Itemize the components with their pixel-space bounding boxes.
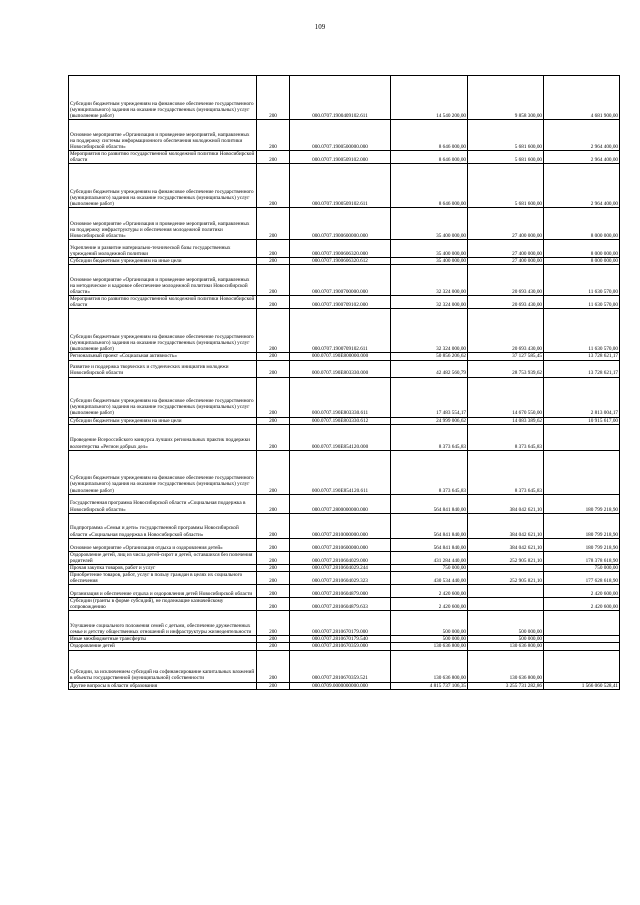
row-code-cell: 000.0709.0000000000.000 <box>290 682 391 689</box>
row-amount-year3-cell <box>544 450 620 494</box>
row-amount-year1-cell: 500 000,00 <box>391 611 468 636</box>
row-amount-year1-cell: 50 856 206,62 <box>391 353 468 360</box>
row-name-cell: Субсидии бюджетным учреждениям на иные цели <box>69 258 257 265</box>
row-amount-year3-cell <box>544 636 620 643</box>
table-row <box>69 571 620 584</box>
row-amount-year3-cell: 8 000 000,00 <box>544 258 620 265</box>
table-row <box>69 151 620 164</box>
row-name-cell: Приобретение товаров, работ, услуг в пользу граждан в целях их социального обеспечения <box>69 571 257 584</box>
row-code-cell: 000.0707.2810604029.000 <box>290 551 391 564</box>
row-amount-year2-cell: 384 042 621,10 <box>468 513 544 538</box>
row-amount-year3-cell: 750 000,00 <box>544 564 620 571</box>
row-grbs-cell: 200 <box>257 258 290 265</box>
table-row <box>69 551 620 564</box>
table-row <box>69 643 620 650</box>
row-name-cell: Основное мероприятие «Организация отдыха и оздоровления детей» <box>69 538 257 551</box>
row-code-cell: 000.0707.1900509102.611 <box>290 164 391 208</box>
row-amount-year1-cell: 32 324 000,00 <box>391 309 468 353</box>
row-code-cell: 000.0707.190E803330.612 <box>290 417 391 424</box>
row-code-cell: 000.0707.2810670359.521 <box>290 650 391 682</box>
row-amount-year1-cell: 35 400 000,00 <box>391 258 468 265</box>
row-name-cell: Мероприятия по развитию государственной молодежной политики Новосибирской области <box>69 151 257 164</box>
row-grbs-cell: 200 <box>257 208 290 240</box>
table-row <box>69 258 620 265</box>
table-row <box>69 585 620 598</box>
row-name-cell: Иные межбюджетные трансферты <box>69 636 257 643</box>
row-name-cell: Другие вопросы в области образования <box>69 682 257 689</box>
table-row <box>69 636 620 643</box>
row-amount-year2-cell: 9 858 300,00 <box>468 76 544 120</box>
row-amount-year3-cell: 8 000 000,00 <box>544 208 620 240</box>
table-row <box>69 208 620 240</box>
row-amount-year3-cell <box>544 424 620 450</box>
row-amount-year2-cell: 27 400 000,00 <box>468 208 544 240</box>
row-amount-year1-cell: 564 841 840,00 <box>391 538 468 551</box>
row-amount-year3-cell: 180 799 218,90 <box>544 538 620 551</box>
row-amount-year1-cell: 2 420 600,00 <box>391 585 468 598</box>
row-grbs-cell: 200 <box>257 494 290 513</box>
row-name-cell: Оздоровление детей, лиц из числа детей-сирот и детей, оставшихся без попечения родителей <box>69 551 257 564</box>
table-row <box>69 377 620 417</box>
row-grbs-cell: 200 <box>257 585 290 598</box>
row-name-cell: Субсидии бюджетным учреждениям на финансовое обеспечение государственного (муниципального) задания на оказание государственных (муниципальных) услуг (выполнение работ) <box>69 450 257 494</box>
row-amount-year2-cell: 20 693 430,00 <box>468 265 544 296</box>
row-name-cell: Государственная программа Новосибирской области «Социальная поддержка в Новосибирской области» <box>69 494 257 513</box>
row-code-cell: 000.0707.2810604029.244 <box>290 564 391 571</box>
row-amount-year3-cell: 180 799 218,90 <box>544 494 620 513</box>
row-amount-year1-cell: 500 000,00 <box>391 636 468 643</box>
row-code-cell: 000.0707.2810604879.000 <box>290 585 391 598</box>
row-amount-year1-cell: 17 483 554,17 <box>391 377 468 417</box>
row-code-cell: 000.0707.190E854120.611 <box>290 450 391 494</box>
table-row <box>69 417 620 424</box>
row-amount-year2-cell: 384 042 621,10 <box>468 494 544 513</box>
row-name-cell: Основное мероприятие «Организация и проведение мероприятий, направленных на поддержку инфраструктуры и обеспечения молодежной политики Новосибирской области» <box>69 208 257 240</box>
row-amount-year2-cell: 5 681 600,00 <box>468 120 544 151</box>
row-amount-year2-cell: 130 636 800,00 <box>468 643 544 650</box>
row-name-cell: Проведение Всероссийского конкурса лучших региональных практик поддержки волонтерства «Регион добрых дел» <box>69 424 257 450</box>
row-amount-year2-cell: 28 753 939,62 <box>468 360 544 377</box>
row-amount-year2-cell: 14 670 550,00 <box>468 377 544 417</box>
table-row <box>69 164 620 208</box>
row-code-cell: 000.0707.1900606320.612 <box>290 258 391 265</box>
row-amount-year2-cell: 20 693 430,00 <box>468 309 544 353</box>
row-amount-year2-cell: 500 000,00 <box>468 611 544 636</box>
row-amount-year2-cell: 8 373 645,83 <box>468 450 544 494</box>
row-grbs-cell: 200 <box>257 265 290 296</box>
table-row <box>69 353 620 360</box>
row-amount-year2-cell: 252 905 821,10 <box>468 571 544 584</box>
row-amount-year3-cell: 13 728 621,17 <box>544 353 620 360</box>
row-amount-year3-cell: 180 799 218,90 <box>544 513 620 538</box>
row-amount-year2-cell: 14 083 389,62 <box>468 417 544 424</box>
row-amount-year1-cell: 130 636 800,00 <box>391 643 468 650</box>
row-name-cell: Укрепление и развитие материально-технической базы государственных учреждений молодежной политики <box>69 240 257 258</box>
row-code-cell: 000.0707.190E800000.000 <box>290 353 391 360</box>
row-amount-year1-cell: 130 636 800,00 <box>391 650 468 682</box>
row-name-cell: Основное мероприятие «Организация и проведение мероприятий, направленных на методическое и кадровое обеспечение молодежной политики Новосибирской области» <box>69 265 257 296</box>
row-amount-year2-cell: 27 400 000,00 <box>468 258 544 265</box>
row-grbs-cell: 200 <box>257 564 290 571</box>
row-amount-year1-cell: 564 841 840,00 <box>391 513 468 538</box>
row-code-cell: 000.0707.2810670179.540 <box>290 636 391 643</box>
row-amount-year1-cell: 430 534 440,00 <box>391 571 468 584</box>
row-amount-year3-cell: 2 420 600,00 <box>544 585 620 598</box>
row-amount-year2-cell: 3 255 731 282,86 <box>468 682 544 689</box>
row-grbs-cell: 200 <box>257 309 290 353</box>
row-amount-year3-cell: 177 628 618,90 <box>544 571 620 584</box>
row-amount-year2-cell: 5 681 600,00 <box>468 164 544 208</box>
row-code-cell: 000.0707.2810670179.000 <box>290 611 391 636</box>
row-name-cell: Прочая закупка товаров, работ и услуг <box>69 564 257 571</box>
row-amount-year3-cell: 1 566 060 528,41 <box>544 682 620 689</box>
row-code-cell: 000.0707.1900700000.000 <box>290 265 391 296</box>
row-amount-year2-cell: 130 636 800,00 <box>468 650 544 682</box>
row-code-cell: 000.0707.2810000000.000 <box>290 513 391 538</box>
table-row <box>69 265 620 296</box>
row-grbs-cell: 200 <box>257 650 290 682</box>
row-name-cell: Субсидии (гранты в форме субсидий), не подлежащие казначейскому сопровождению <box>69 598 257 611</box>
table-row <box>69 598 620 611</box>
row-grbs-cell: 200 <box>257 353 290 360</box>
row-amount-year2-cell: 27 400 000,00 <box>468 240 544 258</box>
row-amount-year1-cell: 8 373 645,83 <box>391 450 468 494</box>
row-amount-year2-cell <box>468 598 544 611</box>
row-code-cell: 000.0707.1900709102.000 <box>290 296 391 309</box>
row-code-cell: 000.0707.2810604879.633 <box>290 598 391 611</box>
row-amount-year3-cell: 13 728 621,17 <box>544 360 620 377</box>
row-amount-year3-cell <box>544 650 620 682</box>
row-amount-year3-cell: 4 681 900,00 <box>544 76 620 120</box>
table-row <box>69 513 620 538</box>
row-amount-year3-cell: 11 630 570,00 <box>544 265 620 296</box>
row-name-cell: Основное мероприятие «Организация и проведение мероприятий, направленных на поддержку системы информационного обеспечения молодежной политики Новосибирской области» <box>69 120 257 151</box>
table-row <box>69 494 620 513</box>
row-grbs-cell: 200 <box>257 164 290 208</box>
row-name-cell: Субсидии бюджетным учреждениям на иные цели <box>69 417 257 424</box>
row-amount-year1-cell: 35 400 000,00 <box>391 240 468 258</box>
row-grbs-cell: 200 <box>257 296 290 309</box>
row-amount-year3-cell: 10 915 617,00 <box>544 417 620 424</box>
row-grbs-cell: 200 <box>257 538 290 551</box>
row-amount-year3-cell <box>544 643 620 650</box>
row-grbs-cell: 200 <box>257 682 290 689</box>
row-code-cell: 000.0707.1900500000.000 <box>290 120 391 151</box>
row-code-cell: 000.0707.2810600000.000 <box>290 538 391 551</box>
page-number: 109 <box>314 23 326 31</box>
row-amount-year1-cell: 431 284 440,00 <box>391 551 468 564</box>
row-name-cell: Субсидии бюджетным учреждениям на финансовое обеспечение государственного (муниципального) задания на оказание государственных (муниципальных) услуг (выполнение работ) <box>69 164 257 208</box>
row-grbs-cell: 200 <box>257 417 290 424</box>
table-row <box>69 538 620 551</box>
row-amount-year3-cell: 178 378 618,90 <box>544 551 620 564</box>
row-grbs-cell: 200 <box>257 151 290 164</box>
row-name-cell: Субсидии бюджетным учреждениям на финансовое обеспечение государственного (муниципального) задания на оказание государственных (муниципальных) услуг (выполнение работ) <box>69 309 257 353</box>
row-amount-year1-cell: 8 646 000,00 <box>391 151 468 164</box>
table-row <box>69 120 620 151</box>
row-amount-year1-cell: 32 324 000,00 <box>391 296 468 309</box>
row-grbs-cell: 200 <box>257 513 290 538</box>
table-row <box>69 76 620 120</box>
table-row <box>69 564 620 571</box>
row-grbs-cell: 200 <box>257 240 290 258</box>
row-grbs-cell: 200 <box>257 120 290 151</box>
row-amount-year1-cell: 2 420 600,00 <box>391 598 468 611</box>
row-name-cell: Организация и обеспечение отдыха и оздоровления детей Новосибирской области <box>69 585 257 598</box>
table-row <box>69 682 620 689</box>
row-grbs-cell: 200 <box>257 636 290 643</box>
table-row <box>69 360 620 377</box>
row-grbs-cell: 200 <box>257 424 290 450</box>
row-amount-year2-cell: 500 000,00 <box>468 636 544 643</box>
row-amount-year2-cell: 5 681 600,00 <box>468 151 544 164</box>
budget-table <box>68 75 620 690</box>
row-amount-year1-cell: 750 000,00 <box>391 564 468 571</box>
row-code-cell: 000.0707.1900509102.000 <box>290 151 391 164</box>
row-amount-year2-cell <box>468 585 544 598</box>
row-amount-year3-cell: 2 813 004,17 <box>544 377 620 417</box>
row-grbs-cell: 200 <box>257 643 290 650</box>
row-amount-year2-cell: 20 693 430,00 <box>468 296 544 309</box>
row-grbs-cell: 200 <box>257 377 290 417</box>
row-amount-year1-cell: 8 646 000,00 <box>391 120 468 151</box>
row-grbs-cell: 200 <box>257 76 290 120</box>
row-code-cell: 000.0707.1900606320.000 <box>290 240 391 258</box>
row-name-cell: Субсидии бюджетным учреждениям на финансовое обеспечение государственного (муниципального) задания на оказание государственных (муниципальных) услуг (выполнение работ) <box>69 377 257 417</box>
table-row <box>69 611 620 636</box>
table-row <box>69 650 620 682</box>
row-amount-year1-cell: 24 999 006,62 <box>391 417 468 424</box>
row-name-cell: Оздоровление детей <box>69 643 257 650</box>
row-amount-year2-cell: 252 905 821,10 <box>468 551 544 564</box>
row-amount-year3-cell: 8 000 000,00 <box>544 240 620 258</box>
row-amount-year1-cell: 8 646 000,00 <box>391 164 468 208</box>
row-amount-year2-cell: 8 373 645,83 <box>468 424 544 450</box>
row-amount-year3-cell: 2 964 400,00 <box>544 164 620 208</box>
row-code-cell: 000.0707.2800000000.000 <box>290 494 391 513</box>
row-amount-year1-cell: 42 482 560,79 <box>391 360 468 377</box>
row-grbs-cell: 200 <box>257 611 290 636</box>
row-amount-year1-cell: 564 841 840,00 <box>391 494 468 513</box>
row-amount-year1-cell: 4 815 737 106,35 <box>391 682 468 689</box>
row-code-cell: 000.0707.1900600000.000 <box>290 208 391 240</box>
row-code-cell: 000.0707.190E854120.000 <box>290 424 391 450</box>
row-code-cell: 000.0707.190E803330.611 <box>290 377 391 417</box>
row-name-cell: Субсидии бюджетным учреждениям на финансовое обеспечение государственного (муниципального) задания на оказание государственных (муниципальных) услуг (выполнение работ) <box>69 76 257 120</box>
table-row <box>69 296 620 309</box>
row-code-cell: 000.0707.1900709102.611 <box>290 309 391 353</box>
row-code-cell: 000.0707.2810670359.000 <box>290 643 391 650</box>
row-amount-year3-cell: 2 420 600,00 <box>544 598 620 611</box>
table-row <box>69 424 620 450</box>
row-code-cell: 000.0707.1900409102.611 <box>290 76 391 120</box>
row-amount-year3-cell: 11 630 570,00 <box>544 309 620 353</box>
row-amount-year2-cell <box>468 564 544 571</box>
row-amount-year3-cell: 2 964 400,00 <box>544 120 620 151</box>
row-code-cell: 000.0707.190E803330.000 <box>290 360 391 377</box>
row-amount-year1-cell: 32 324 000,00 <box>391 265 468 296</box>
row-name-cell: Развитие и поддержка творческих и студенческих инициатив молодежи Новосибирской области <box>69 360 257 377</box>
row-amount-year1-cell: 14 540 200,00 <box>391 76 468 120</box>
row-amount-year3-cell <box>544 611 620 636</box>
row-amount-year2-cell: 37 127 585,45 <box>468 353 544 360</box>
row-grbs-cell: 200 <box>257 450 290 494</box>
row-amount-year3-cell: 2 964 400,00 <box>544 151 620 164</box>
budget-table-body <box>69 76 620 690</box>
row-grbs-cell: 200 <box>257 571 290 584</box>
row-grbs-cell: 200 <box>257 598 290 611</box>
row-name-cell: Региональный проект «Социальная активность» <box>69 353 257 360</box>
row-name-cell: Субсидии, за исключением субсидий на софинансирование капитальных вложений в объекты государственной (муниципальной) собственности <box>69 650 257 682</box>
table-row <box>69 240 620 258</box>
row-amount-year3-cell: 11 630 570,00 <box>544 296 620 309</box>
table-row <box>69 450 620 494</box>
row-amount-year1-cell: 35 400 000,00 <box>391 208 468 240</box>
row-grbs-cell: 200 <box>257 551 290 564</box>
row-grbs-cell: 200 <box>257 360 290 377</box>
row-amount-year2-cell: 384 042 621,10 <box>468 538 544 551</box>
row-name-cell: Подпрограмма «Семья и дети» государственной программы Новосибирской области «Социальная поддержка в Новосибирской области» <box>69 513 257 538</box>
table-row <box>69 309 620 353</box>
row-name-cell: Улучшение социального положения семей с детьми, обеспечение дружественных семье и детству общественных отношений и инфраструктуры жизнедеятельности <box>69 611 257 636</box>
row-code-cell: 000.0707.2810604029.323 <box>290 571 391 584</box>
row-amount-year1-cell: 8 373 645,83 <box>391 424 468 450</box>
row-name-cell: Мероприятия по развитию государственной молодежной политики Новосибирской области <box>69 296 257 309</box>
